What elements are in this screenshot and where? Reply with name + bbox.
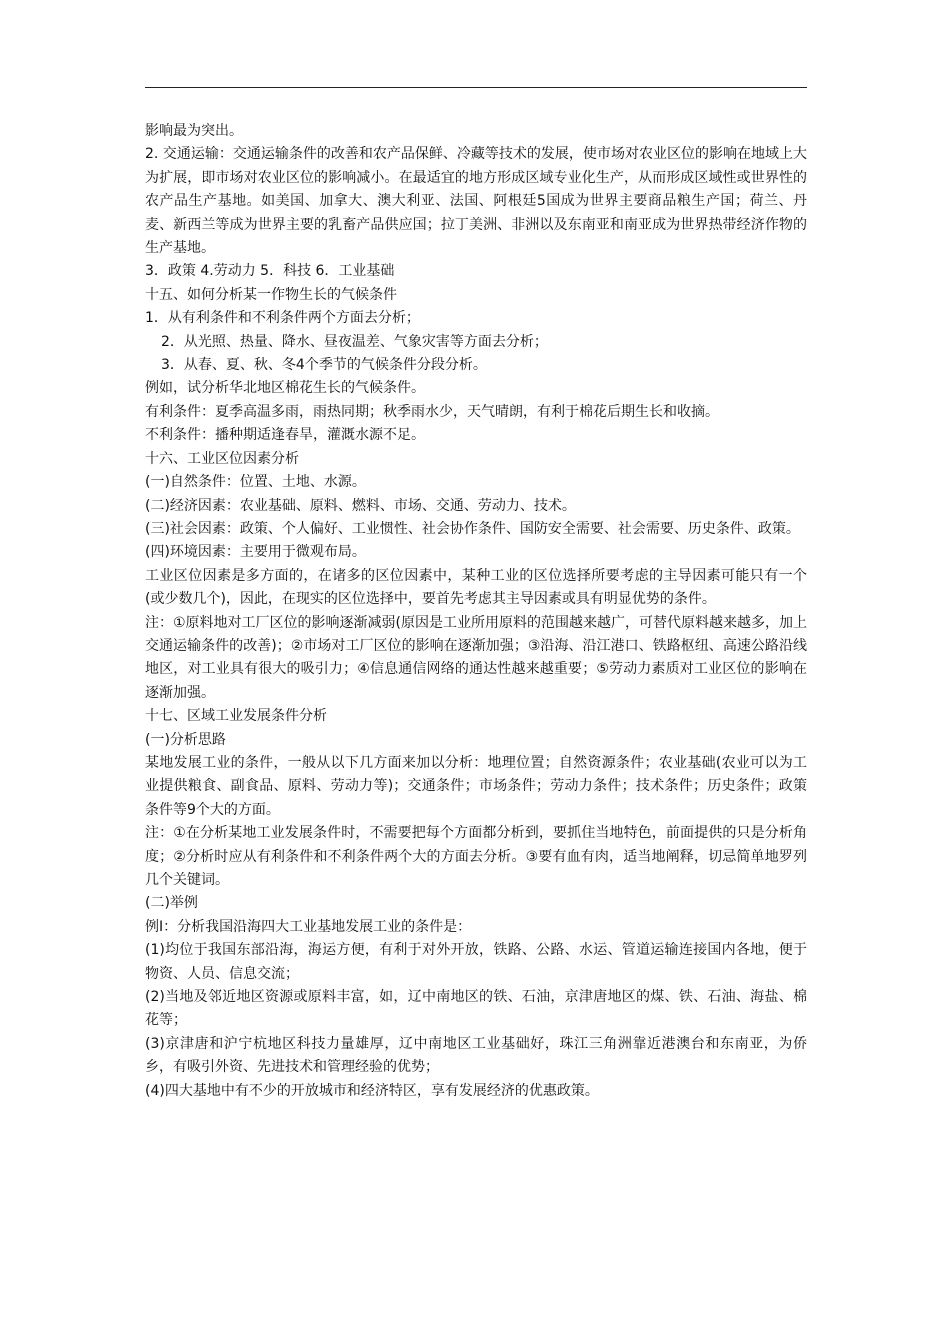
- list-item: 1．从有利条件和不利条件两个方面去分析；: [145, 310, 420, 327]
- paragraph: (3)京津唐和沪宁杭地区科技力量雄厚，辽中南地区工业基础好，珠江三角洲靠近港澳台和东南亚，为侨乡，有吸引外资、先进技术和管理经验的优势；: [145, 1035, 807, 1076]
- paragraph: (二)举例: [145, 895, 198, 912]
- paragraph: (一)自然条件：位置、土地、水源。: [145, 474, 366, 491]
- paragraph: 例如，试分析华北地区棉花生长的气候条件。: [145, 380, 425, 397]
- paragraph: (1)均位于我国东部沿海，海运方便，有利于对外开放，铁路、公路、水运、管道运输连接国内各地，便于物资、人员、信息交流；: [145, 942, 807, 982]
- paragraph: (四)环境因素：主要用于微观布局。: [145, 544, 366, 561]
- section-heading: 十六、工业区位因素分析: [145, 450, 299, 467]
- paragraph: 某地发展工业的条件，一般从以下几方面来加以分析：地理位置；自然资源条件；农业基础(农业可以为工业提供粮食、副食品、原料、劳动力等)；交通条件；市场条件；劳动力条件；技术条件；历史条件；政策条件等9个大的方面。: [145, 754, 807, 818]
- list-item: 2．从光照、热量、降水、昼夜温差、气象灾害等方面去分析；: [161, 333, 548, 350]
- paragraph: (二)经济因素：农业基础、原料、燃料、市场、交通、劳动力、技术。: [145, 497, 576, 514]
- paragraph: 工业区位因素是多方面的，在诸多的区位因素中，某种工业的区位选择所要考虑的主导因素可能只有一个(或少数几个)，因此，在现实的区位选择中，要首先考虑其主导因素或具有明显优势的条件。: [145, 567, 807, 608]
- paragraph: 例Ⅰ：分析我国沿海四大工业基地发展工业的条件是：: [145, 918, 472, 935]
- header-rule: [145, 87, 807, 88]
- paragraph: (2)当地及邻近地区资源或原料丰富，如，辽中南地区的铁、石油，京津唐地区的煤、铁、石油、海盐、棉花等；: [145, 989, 807, 1029]
- paragraph: 有利条件：夏季高温多雨，雨热同期；秋季雨水少，天气晴朗，有利于棉花后期生长和收摘。: [145, 403, 719, 420]
- paragraph: 不利条件：播种期适逢春旱，灌溉水源不足。: [145, 427, 425, 444]
- paragraph: (4)四大基地中有不少的开放城市和经济特区，享有发展经济的优惠政策。: [145, 1082, 599, 1099]
- paragraph: (三)社会因素：政策、个人偏好、工业惯性、社会协作条件、国防安全需要、社会需要、历史条件、政策。: [145, 520, 800, 537]
- section-heading: 十五、如何分析某一作物生长的气候条件: [145, 286, 397, 303]
- list-item: 3．从春、夏、秋、冬4个季节的气候条件分段分析。: [161, 357, 487, 374]
- paragraph: 注：①原料地对工厂区位的影响逐渐减弱(原因是工业所用原料的范围越来越广，可替代原料越来越多，加上交通运输条件的改善)；②市场对工厂区位的影响在逐渐加强；③沿海、沿江港口、铁路枢纽、高速公路沿线地区，对工业具有很大的吸引力；④信息通信网络的通达性越来越重要；⑤劳动力素质对工业区位的影响在逐渐加强。: [145, 614, 808, 701]
- paragraph: 3．政策 4.劳动力 5．科技 6．工业基础: [145, 263, 395, 280]
- paragraph: 注：①在分析某地工业发展条件时，不需要把每个方面都分析到，要抓住当地特色，前面提供的只是分析角度；②分析时应从有利条件和不利条件两个大的方面去分析。③要有血有肉，适当地阐释，切忌简单地罗列几个关键词。: [145, 825, 807, 888]
- section-heading: 十七、区域工业发展条件分析: [145, 708, 327, 725]
- paragraph: (一)分析思路: [145, 731, 226, 748]
- paragraph: 影响最为突出。: [145, 123, 243, 139]
- document-body: [145, 120, 807, 1103]
- paragraph: 2. 交通运输：交通运输条件的改善和农产品保鲜、冷藏等技术的发展，使市场对农业区位的影响在地域上大为扩展，即市场对农业区位的影响减小。在最适宜的地方形成区域专业化生产，从而形成区域性或世界性的农产品生产基地。如美国、加拿大、澳大利亚、法国、阿根廷5国成为世界主要商品粮生产国；荷兰、丹麦、新西兰等成为世界主要的乳畜产品供应国；拉丁美洲、非洲以及东南亚和南亚成为世界热带经济作物的生产基地。: [145, 146, 807, 257]
